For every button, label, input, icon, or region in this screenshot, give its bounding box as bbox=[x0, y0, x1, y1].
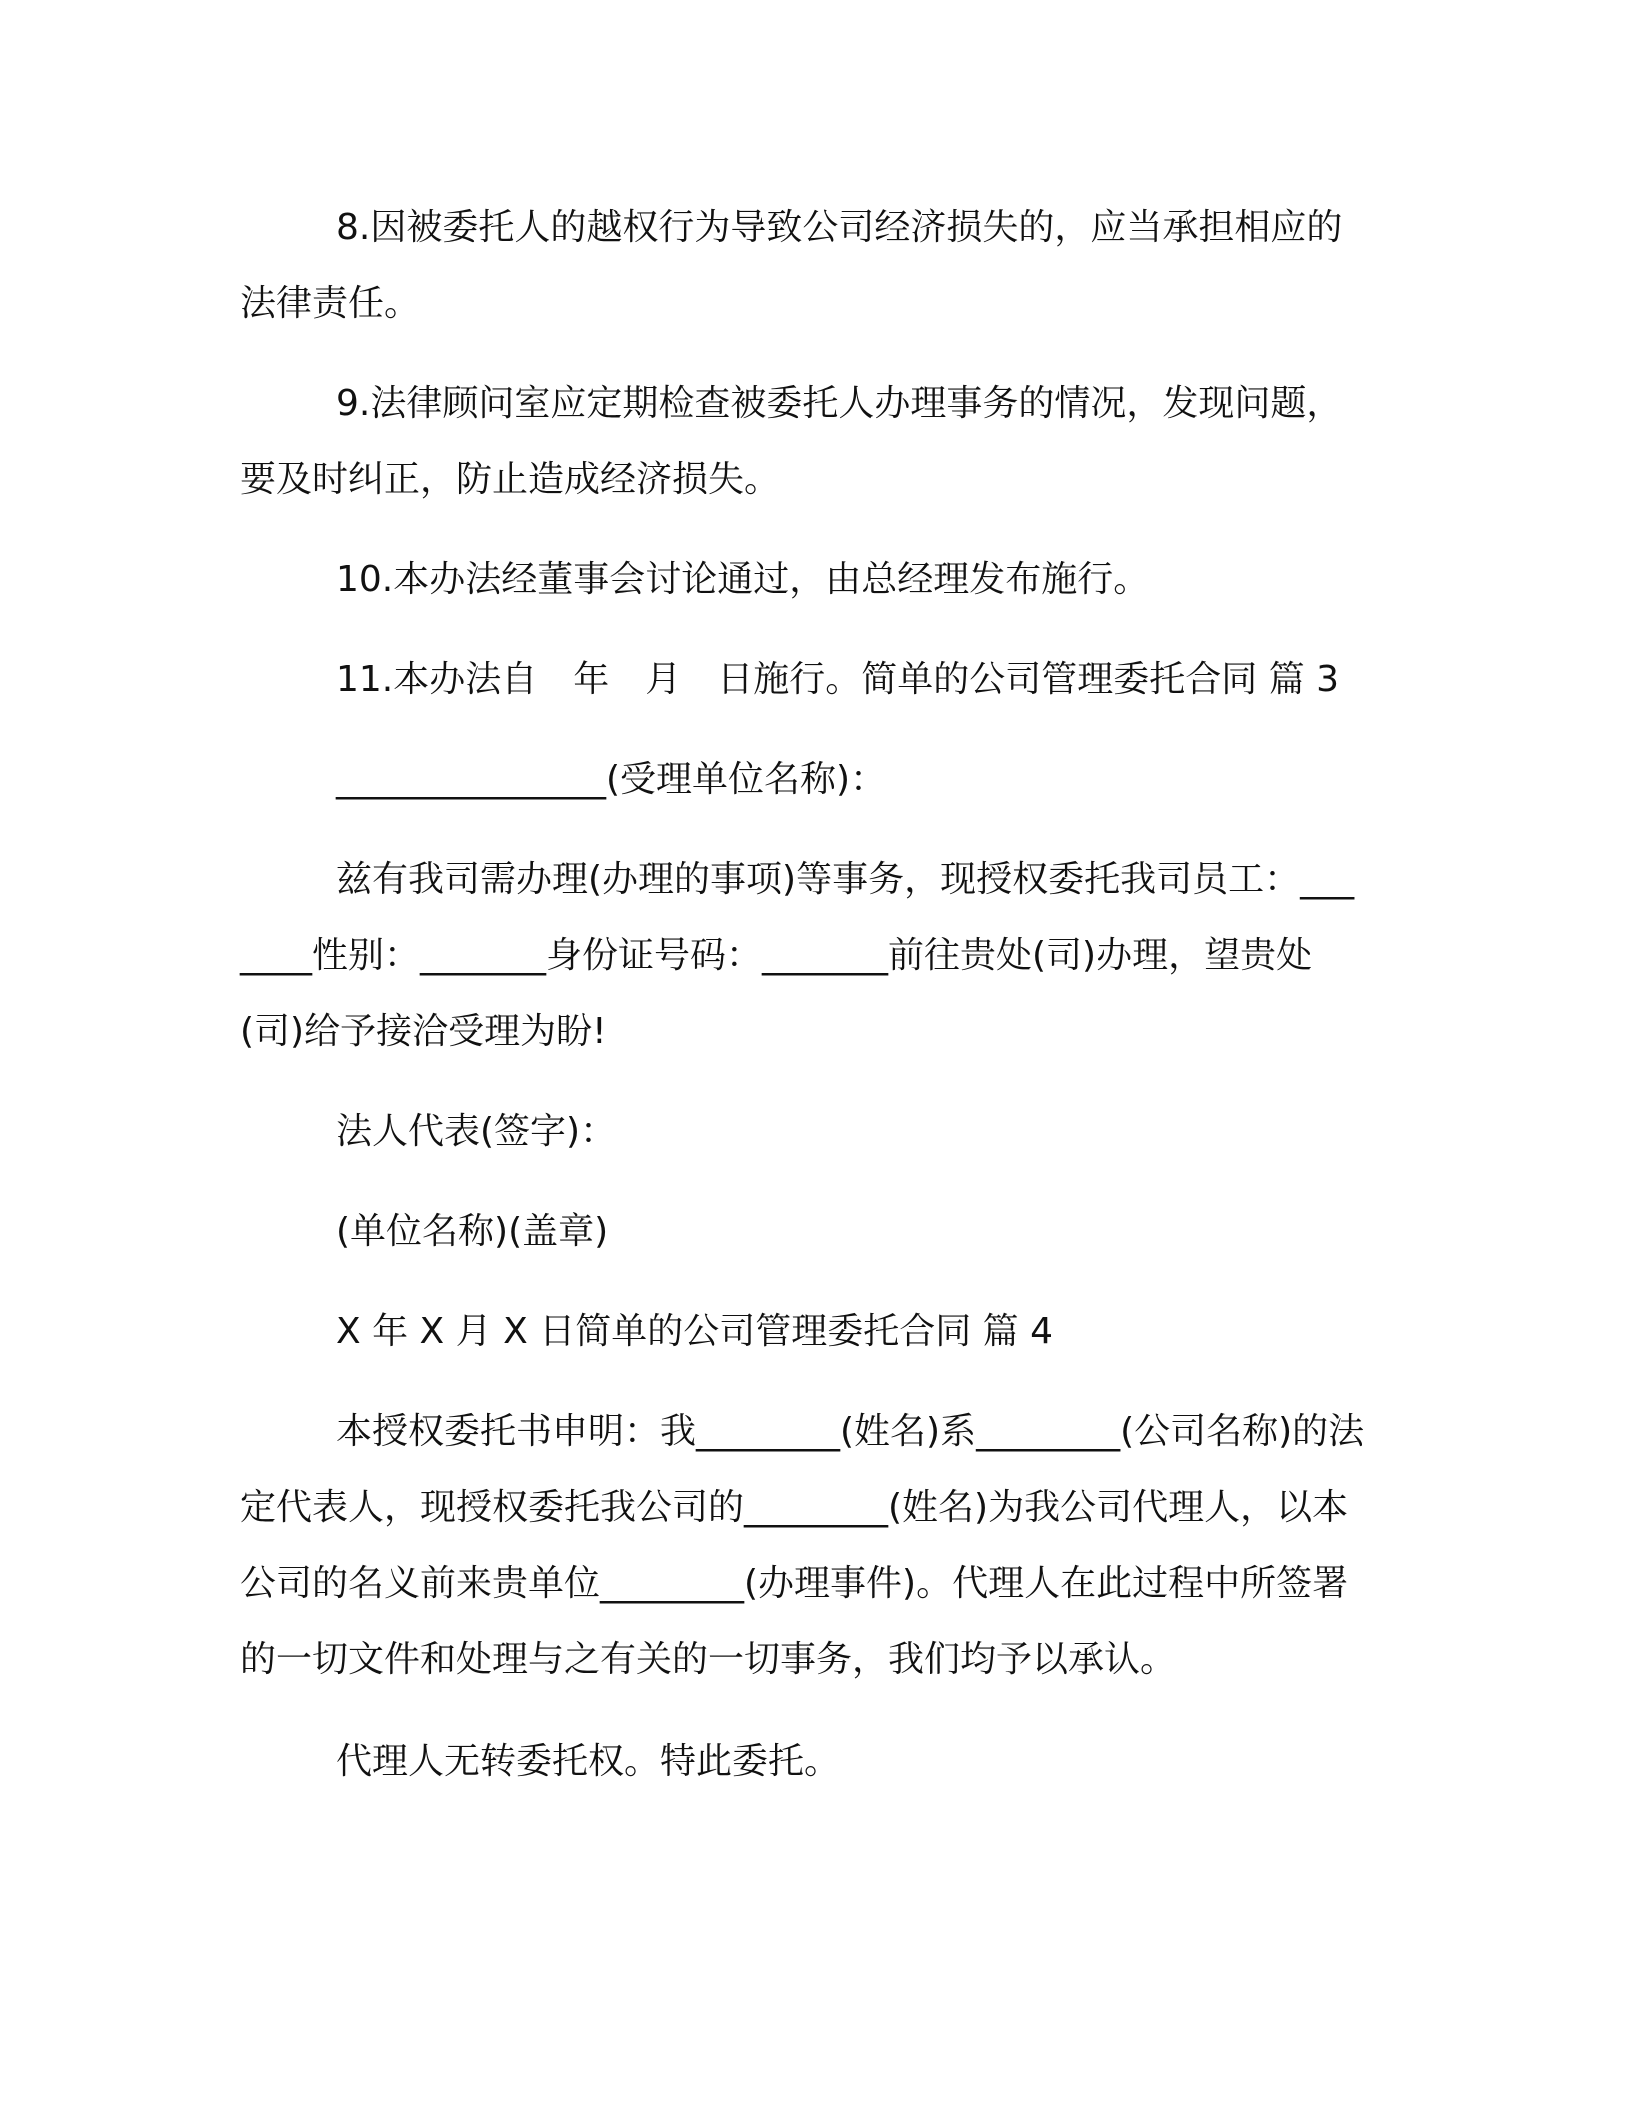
paragraph-item-8: 8.因被委托人的越权行为导致公司经济损失的，应当承担相应的法律责任。 bbox=[240, 207, 1343, 324]
paragraph-item-10: 10.本办法经董事会讨论通过，由总经理发布施行。 bbox=[336, 559, 1150, 600]
closing-statement: 代理人无转委托权。特此委托。 bbox=[336, 1741, 841, 1782]
paragraph-item-9: 9.法律顾问室应定期检查被委托人办理事务的情况，发现问题，要及时纠正，防止造成经济损失。 bbox=[240, 383, 1343, 500]
date-and-section-title: X 年 X 月 X 日简单的公司管理委托合同 篇 4 bbox=[336, 1311, 1053, 1352]
unit-seal-line: (单位名称)(盖章) bbox=[336, 1211, 609, 1252]
power-of-attorney-statement: 本授权委托书申明：我________(姓名)系________(公司名称)的法定代表人，现授权委托我公司的________(姓名)为我公司代理人，以本公司的名义前来贵单位________(办理事件)。代理人在此过程中所签署的一切文件和处理与之有关的一切事务，我们均予以承认。 bbox=[240, 1411, 1365, 1680]
paragraph-item-11: 11.本办法自 年 月 日施行。简单的公司管理委托合同 篇 3 bbox=[336, 659, 1340, 700]
document-body bbox=[240, 190, 1370, 1800]
authorization-paragraph: 兹有我司需办理(办理的事项)等事务，现授权委托我司员工：_______性别：_______身份证号码：_______前往贵处(司)办理，望贵处(司)给予接洽受理为盼! bbox=[240, 859, 1355, 1052]
recipient-line: _______________(受理单位名称)： bbox=[336, 759, 887, 800]
legal-representative-signature: 法人代表(签字)： bbox=[336, 1111, 617, 1152]
